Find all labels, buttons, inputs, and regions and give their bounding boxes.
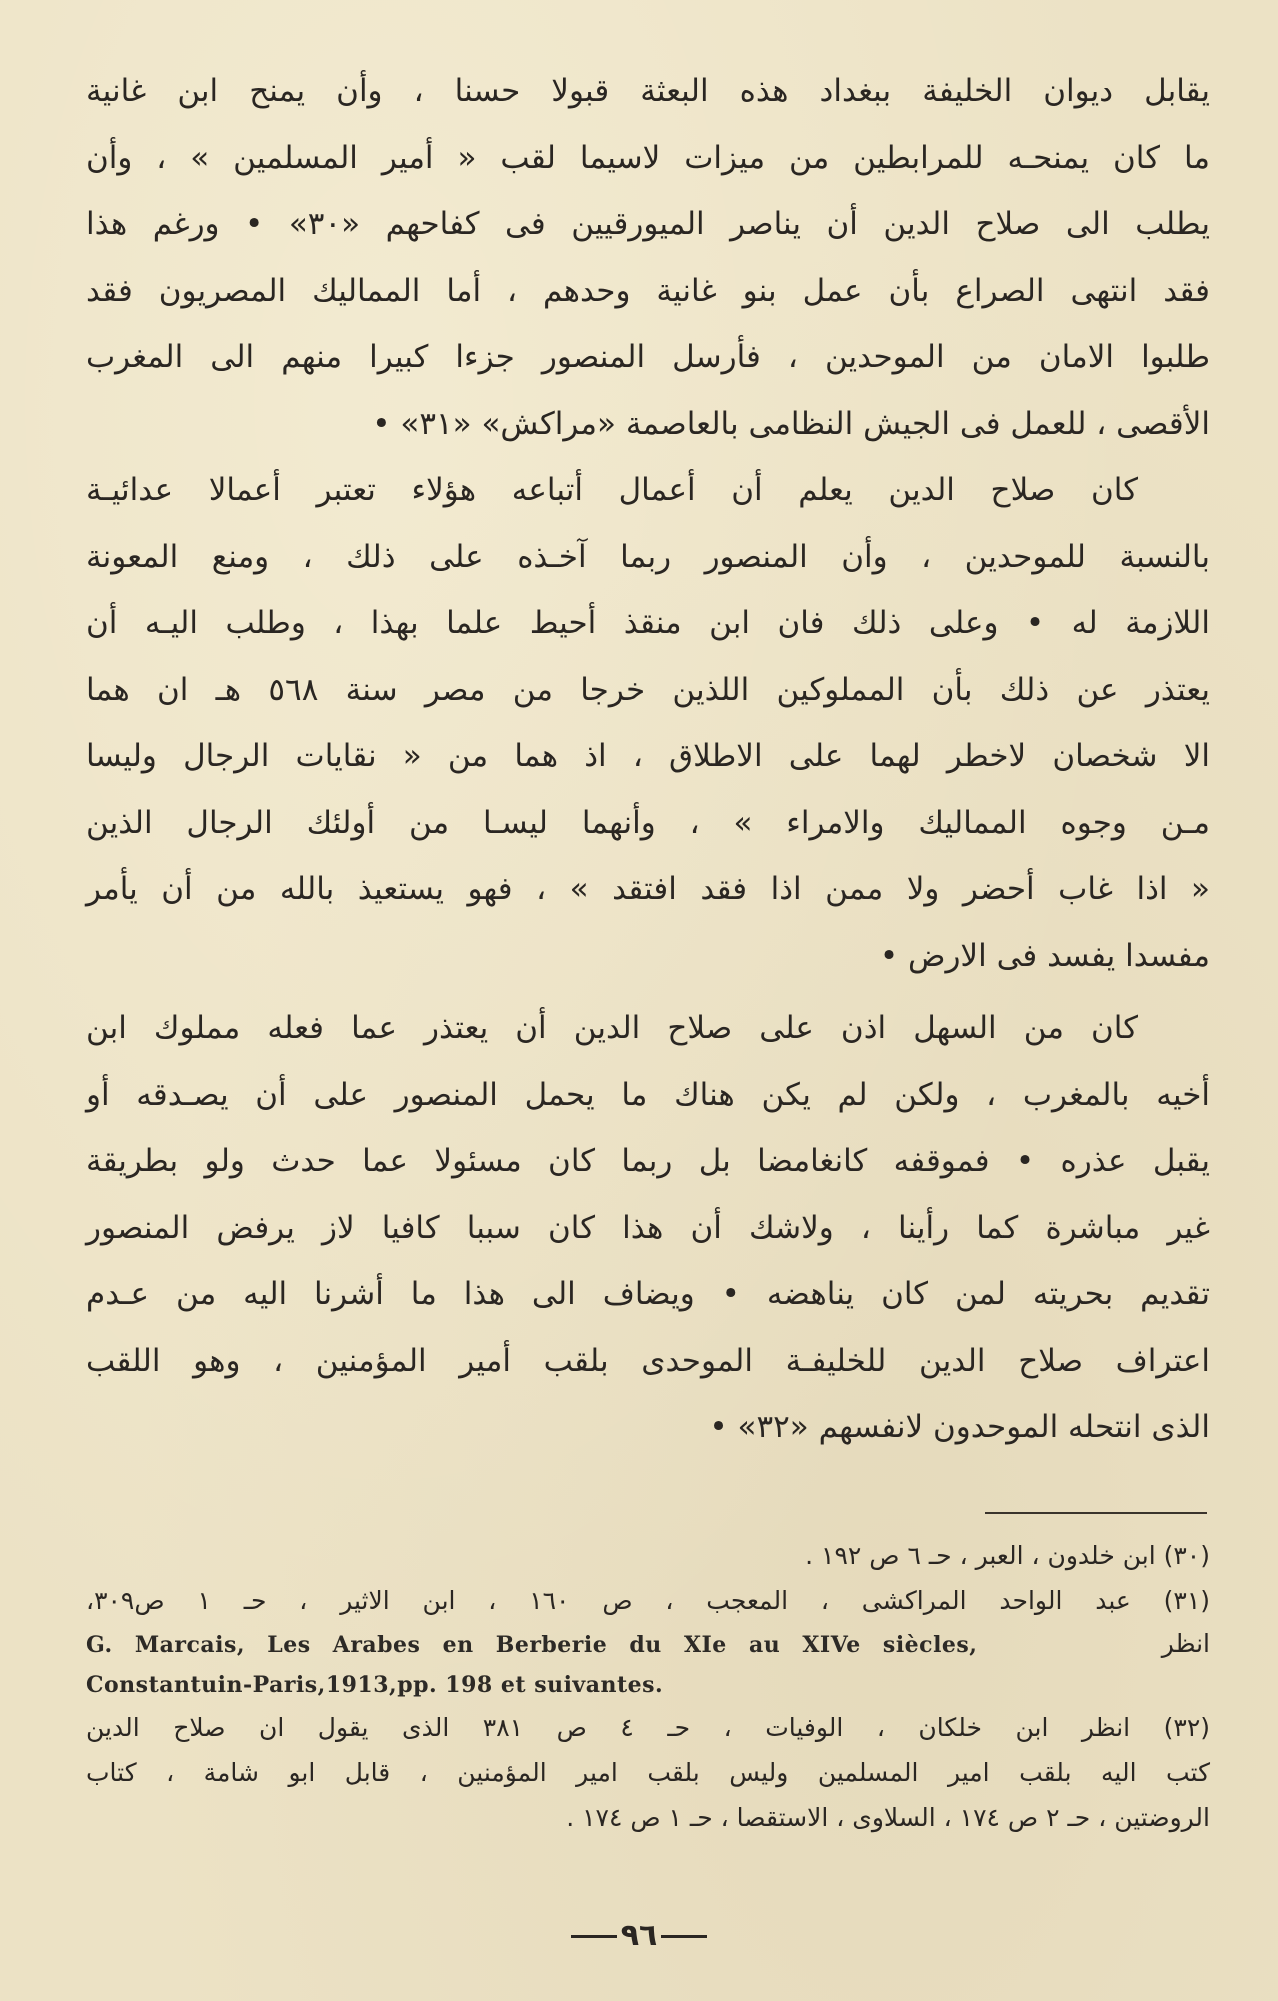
footnote-32-cont: كتب اليه بلقب امير المسلمين وليس بلقب امير المؤمنين ، قابل ابو شامة ، كتاب <box>86 1758 1210 1787</box>
text-line: الا شخصان لاخطر لهما على الاطلاق ، اذ هما من « نقايات الرجال وليسا <box>86 738 1210 774</box>
footnote-31-reference <box>86 1623 1210 1665</box>
text-line: بالنسبة للموحدين ، وأن المنصور ربما آخـذه على ذلك ، ومنع المعونة <box>86 538 1210 575</box>
text-line: كان من السهل اذن على صلاح الدين أن يعتذر عما فعله مملوك ابن <box>86 1010 1138 1046</box>
text-line: اعتراف صلاح الدين للخليفـة الموحدى بلقب أمير المؤمنين ، وهو اللقب <box>86 1342 1210 1379</box>
footnote-30: (٣٠) ابن خلدون ، العبر ، حـ ٦ ص ١٩٢ . <box>805 1541 1210 1570</box>
footnote-31: (٣١) عبد الواحد المراكشى ، المعجب ، ص ١٦٠ ، ابن الاثير ، حـ ١ ص٣٠٩، <box>86 1586 1211 1615</box>
text-line: الأقصى ، للعمل فى الجيش النظامى بالعاصمة «مراكش» «٣١» • <box>372 405 1210 442</box>
footnote-31-latin-citation: G. Marcais, Les Arabes en Berberie du XIe au XIVe siècles, <box>86 1632 978 1658</box>
text-line: تقديم بحريته لمن كان يناهضه • ويضاف الى هذا ما أشرنا اليه من عـدم <box>86 1276 1210 1312</box>
text-line: فقد انتهى الصراع بأن عمل بنو غانية وحدهم ، أما المماليك المصريون فقد <box>86 272 1210 309</box>
text-line: ما كان يمنحـه للمرابطين من ميزات لاسيما لقب « أمير المسلمين » ، وأن <box>86 139 1210 176</box>
footnotes <box>86 1533 1210 1840</box>
footnote-32: (٣٢) انظر ابن خلكان ، الوفيات ، حـ ٤ ص ٣٨١ الذى يقول ان صلاح الدين <box>86 1713 1211 1742</box>
paragraph-3 <box>86 995 1210 1461</box>
main-text <box>86 58 1210 1461</box>
paragraph-1 <box>86 58 1210 457</box>
footnote-31-latin-citation-cont: Constantuin-Paris,1913,pp. 198 et suivantes. <box>86 1672 664 1698</box>
text-line: طلبوا الامان من الموحدين ، فأرسل المنصور جزءا كبيرا منهم الى المغرب <box>86 339 1210 375</box>
paragraph-2 <box>86 457 1210 989</box>
text-line: يقبل عذره • فموقفه كانغامضا بل ربما كان مسئولا عما حدث ولو بطريقة <box>86 1143 1210 1179</box>
page-number-value: ٩٦ <box>620 1918 658 1953</box>
page-number <box>0 1918 1278 1953</box>
text-line: الذى انتحله الموحدون لانفسهم «٣٢» • <box>709 1409 1210 1445</box>
text-line: مـن وجوه المماليك والامراء » ، وأنهما ليسـا من أولئك الرجال الذين <box>86 804 1210 841</box>
text-line: « اذا غاب أحضر ولا ممن اذا فقد افتقد » ، فهو يستعيذ بالله من أن يأمر <box>86 871 1210 907</box>
text-line: يطلب الى صلاح الدين أن يناصر الميورقيين فى كفاحهم «٣٠» • ورغم هذا <box>86 206 1210 242</box>
text-line: يعتذر عن ذلك بأن المملوكين اللذين خرجا من مصر سنة ٥٦٨ هـ ان هما <box>86 671 1211 708</box>
footnote-31-see-label: انظر <box>1161 1629 1210 1658</box>
text-line: غير مباشرة كما رأينا ، ولاشك أن هذا كان سببا كافيا لاز يرفض المنصور <box>86 1209 1210 1246</box>
footnote-32-cont: الروضتين ، حـ ٢ ص ١٧٤ ، السلاوى ، الاستقصا ، حـ ١ ص ١٧٤ . <box>566 1803 1210 1832</box>
page-number-dash-right <box>661 1935 707 1938</box>
footnote-separator <box>985 1512 1207 1514</box>
text-line: مفسدا يفسد فى الارض • <box>879 937 1210 974</box>
text-line: يقابل ديوان الخليفة ببغداد هذه البعثة قبولا حسنا ، وأن يمنح ابن غانية <box>86 73 1210 109</box>
text-line: اللازمة له • وعلى ذلك فان ابن منقذ أحيط علما بهذا ، وطلب اليـه أن <box>86 605 1210 641</box>
text-line: أخيه بالمغرب ، ولكن لم يكن هناك ما يحمل المنصور على أن يصـدقه أو <box>86 1076 1210 1113</box>
page-number-dash-left <box>571 1935 617 1938</box>
text-line: كان صلاح الدين يعلم أن أعمال أتباعه هؤلاء تعتبر أعمالا عدائيـة <box>86 472 1138 508</box>
